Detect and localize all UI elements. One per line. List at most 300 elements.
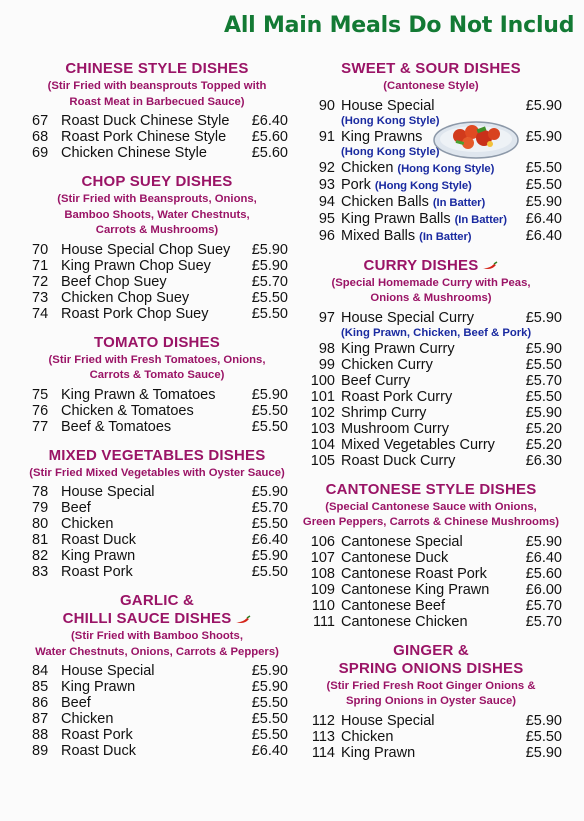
item-number: 91 <box>318 128 335 145</box>
item-name-text: Roast Duck Chinese Style <box>61 113 230 129</box>
item-number: 103 <box>310 420 335 437</box>
item-name <box>61 242 248 258</box>
menu-item <box>300 729 562 745</box>
item-name-text: King Prawn <box>341 744 416 761</box>
item-name <box>341 211 522 228</box>
menu-item <box>26 387 288 403</box>
menu-item <box>300 405 562 421</box>
item-name-text: House Special <box>61 484 155 500</box>
item-price: £6.40 <box>251 743 288 759</box>
section-description <box>300 276 562 307</box>
menu-item <box>26 727 288 743</box>
menu-item <box>300 421 562 437</box>
menu-item <box>300 357 562 373</box>
item-name-text: Cantonese Beef <box>341 597 445 614</box>
item-number: 85 <box>32 679 49 695</box>
item-note: (Hong Kong Style) <box>341 145 440 158</box>
menu-item <box>300 177 562 194</box>
item-note: (Hong Kong Style) <box>341 114 440 127</box>
menu-item <box>26 500 288 516</box>
item-number: 92 <box>318 159 335 176</box>
item-name <box>341 160 522 177</box>
item-price: £5.50 <box>525 159 562 176</box>
menu-item <box>26 129 288 145</box>
item-name-text: Chicken Curry <box>341 356 433 373</box>
menu-item <box>26 484 288 500</box>
menu-section <box>26 592 288 759</box>
chilli-pepper-icon <box>235 615 251 624</box>
description-line: Green Peppers, Carrots & Chinese Mushrooms) <box>302 516 560 528</box>
menu-item <box>26 145 288 161</box>
description-line: (Stir Fried Fresh Root Ginger Onions & <box>326 679 536 692</box>
item-price: £5.50 <box>525 176 562 193</box>
left-column <box>26 60 288 771</box>
item-price: £5.50 <box>251 695 288 711</box>
item-name-text: King Prawn Chop Suey <box>61 257 211 274</box>
item-number: 109 <box>310 581 335 598</box>
section-title-line2 <box>26 610 288 628</box>
menu-item <box>26 679 288 695</box>
section-title-line2 <box>300 660 562 678</box>
right-column <box>300 60 562 773</box>
item-name-text: Chicken <box>61 711 114 727</box>
item-number: 102 <box>310 404 335 421</box>
item-number: 78 <box>32 484 49 500</box>
item-number: 79 <box>32 500 49 516</box>
item-price: £5.50 <box>251 289 288 306</box>
menu-item <box>300 566 562 582</box>
item-name-text: Beef Chop Suey <box>61 273 167 290</box>
item-price: £5.90 <box>251 386 288 403</box>
item-name-text: King Prawn & Tomatoes <box>61 386 216 403</box>
menu-section <box>26 60 288 161</box>
item-name <box>341 228 522 245</box>
item-name <box>61 743 248 759</box>
item-name-text: Chicken <box>341 728 394 745</box>
description-line: (Stir Fried with Fresh Tomatoes, Onions, <box>48 353 266 366</box>
menu-item <box>300 453 562 469</box>
menu-section <box>300 642 562 761</box>
item-price: £6.40 <box>525 227 562 244</box>
item-name <box>341 405 522 421</box>
item-name <box>341 421 522 437</box>
item-number: 107 <box>310 549 335 566</box>
item-name-text: Cantonese Roast Pork <box>341 565 487 582</box>
section-description <box>26 192 288 239</box>
item-name <box>61 129 248 145</box>
item-name-text: Cantonese King Prawn <box>341 581 490 598</box>
item-name-text: Roast Pork <box>61 727 133 743</box>
item-number: 95 <box>318 210 335 227</box>
item-price: £5.90 <box>251 241 288 258</box>
menu-item <box>300 534 562 550</box>
item-name <box>61 679 248 695</box>
item-note: (King Prawn, Chicken, Beef & Pork) <box>341 326 532 339</box>
menu-item <box>26 548 288 564</box>
item-number: 108 <box>310 565 335 582</box>
item-number: 67 <box>32 113 49 129</box>
description-line: (Stir Fried with Beansprouts, Onions, <box>57 193 257 205</box>
item-price: £5.90 <box>525 744 562 761</box>
item-name <box>61 711 248 727</box>
item-price: £5.90 <box>525 404 562 421</box>
description-line: Onions & Mushrooms) <box>370 292 492 304</box>
menu-item <box>26 306 288 322</box>
item-number: 98 <box>318 340 335 357</box>
menu-item <box>300 341 562 357</box>
item-number: 94 <box>318 193 335 210</box>
item-name-text: Pork <box>341 176 371 193</box>
item-number: 113 <box>311 728 335 745</box>
item-price: £5.70 <box>251 273 288 290</box>
item-name <box>61 274 248 290</box>
menu-item <box>300 129 562 145</box>
item-number: 81 <box>32 532 49 548</box>
item-name <box>61 663 248 679</box>
item-name <box>341 598 522 614</box>
menu-item <box>300 310 562 326</box>
item-price: £5.50 <box>251 564 288 580</box>
section-description <box>26 353 288 384</box>
item-number: 105 <box>310 452 335 469</box>
item-name <box>341 550 522 566</box>
sweet-sour-dish-photo <box>432 112 520 162</box>
item-price: £5.50 <box>251 711 288 727</box>
item-name-text: Beef & Tomatoes <box>61 418 172 435</box>
item-name-text: Roast Duck <box>61 743 136 759</box>
section-description <box>300 679 562 710</box>
item-name-text: Chicken <box>341 159 394 176</box>
item-name-text: Mixed Balls <box>341 227 416 244</box>
section-title: GARLIC & <box>119 592 195 609</box>
item-name <box>341 194 522 211</box>
item-name <box>61 516 248 532</box>
item-price: £5.90 <box>525 128 562 145</box>
menu-item <box>26 743 288 759</box>
item-name-text: Chicken Chinese Style <box>61 145 207 161</box>
menu-section <box>300 60 562 245</box>
item-price: £5.90 <box>525 533 562 550</box>
menu-item <box>26 274 288 290</box>
item-name <box>341 310 522 326</box>
item-name-text: Beef Curry <box>341 372 411 389</box>
item-price: £5.50 <box>251 516 288 532</box>
item-number: 68 <box>32 129 49 145</box>
item-number: 69 <box>32 145 49 161</box>
item-price: £5.90 <box>525 309 562 326</box>
item-price: £5.50 <box>525 356 562 373</box>
description-line: Spring Onions in Oyster Sauce) <box>345 695 517 707</box>
item-number: 75 <box>32 386 49 403</box>
item-name-text: House Special Curry <box>341 309 474 326</box>
item-price: £5.50 <box>251 727 288 743</box>
item-note: (In Batter) <box>454 213 507 226</box>
item-price: £5.50 <box>525 388 562 405</box>
item-price: £5.60 <box>251 145 288 161</box>
item-name <box>61 290 248 306</box>
item-number: 97 <box>318 309 335 326</box>
item-price: £5.90 <box>525 712 562 729</box>
item-price: £5.90 <box>251 548 288 564</box>
section-title: CHOP SUEY DISHES <box>81 173 233 190</box>
description-line: (Stir Fried with Bamboo Shoots, <box>71 630 243 642</box>
item-name-text: Mixed Vegetables Curry <box>341 436 495 453</box>
item-price: £5.90 <box>251 679 288 695</box>
item-name-text: Roast Duck <box>61 532 136 548</box>
item-number: 73 <box>32 289 49 306</box>
item-price: £5.20 <box>525 420 562 437</box>
description-line: (Stir Fried with beansprouts Topped with <box>47 80 267 92</box>
item-price: £5.70 <box>251 500 288 516</box>
menu-section <box>26 334 288 435</box>
menu-item <box>26 663 288 679</box>
item-note: (Hong Kong Style) <box>397 162 495 175</box>
item-name-text: Cantonese Special <box>341 533 463 550</box>
item-price: £5.70 <box>525 372 562 389</box>
menu-item <box>26 695 288 711</box>
item-price: £6.40 <box>525 210 562 227</box>
section-title-text: CHILLI SAUCE DISHES <box>62 610 232 627</box>
item-number: 99 <box>318 356 335 373</box>
item-price: £6.40 <box>525 549 562 566</box>
item-number: 84 <box>32 663 49 679</box>
item-price: £5.60 <box>251 129 288 145</box>
menu-item <box>26 290 288 306</box>
menu-item <box>26 711 288 727</box>
item-number: 72 <box>32 273 49 290</box>
section-title: TOMATO DISHES <box>94 333 220 351</box>
menu-section <box>300 481 562 630</box>
menu-item <box>26 242 288 258</box>
menu-item <box>26 403 288 419</box>
section-title-text: SPRING ONIONS DISHES <box>338 659 524 677</box>
section-title: CURRY DISHES <box>300 257 562 275</box>
item-name <box>61 145 248 161</box>
item-name-text: Chicken Balls <box>341 193 429 210</box>
item-name <box>341 534 522 550</box>
item-name-text: King Prawn Curry <box>341 340 455 357</box>
item-price: £5.90 <box>251 484 288 500</box>
item-price: £5.50 <box>251 402 288 419</box>
section-title: GINGER & <box>393 641 469 659</box>
item-name <box>61 484 248 500</box>
item-name-text: Chicken & Tomatoes <box>61 402 194 419</box>
menu-item <box>26 113 288 129</box>
item-name-text: King Prawn <box>61 548 136 564</box>
item-name-text: House Special <box>341 712 435 729</box>
item-number: 70 <box>32 241 49 258</box>
item-price: £5.90 <box>525 340 562 357</box>
section-title: CHINESE STYLE DISHES <box>65 60 249 77</box>
section-title: CANTONESE STYLE DISHES <box>325 480 537 498</box>
section-title: MIXED VEGETABLES DISHES <box>48 446 266 464</box>
item-number: 101 <box>310 388 335 405</box>
item-name-text: Roast Pork Curry <box>341 388 453 405</box>
item-price: £5.90 <box>525 193 562 210</box>
item-number: 96 <box>318 227 335 244</box>
item-name <box>61 727 248 743</box>
item-number: 104 <box>310 436 335 453</box>
item-name <box>61 695 248 711</box>
item-name <box>61 500 248 516</box>
menu-item <box>300 582 562 598</box>
description-line: Carrots & Mushrooms) <box>95 224 219 236</box>
item-name <box>341 614 522 630</box>
item-price: £5.50 <box>525 728 562 745</box>
item-name <box>341 713 522 729</box>
section-description <box>300 500 562 531</box>
item-number: 93 <box>318 176 335 193</box>
item-name <box>341 453 522 469</box>
item-name-text: King Prawn Balls <box>341 210 451 227</box>
item-price: £5.90 <box>251 663 288 679</box>
item-number: 86 <box>32 695 49 711</box>
item-name <box>341 373 522 389</box>
item-name-text: House Special <box>61 663 155 679</box>
item-number: 83 <box>32 564 49 580</box>
item-name-text: Roast Duck Curry <box>341 452 456 469</box>
menu-item <box>300 437 562 453</box>
description-line: Carrots & Tomato Sauce) <box>89 369 225 381</box>
item-price: £5.70 <box>525 597 562 614</box>
menu-item <box>300 389 562 405</box>
item-number: 87 <box>32 711 49 727</box>
menu-item <box>26 258 288 274</box>
item-name-text: King Prawns <box>341 128 423 145</box>
item-name <box>61 548 248 564</box>
item-number: 100 <box>310 372 335 389</box>
item-number: 106 <box>310 533 335 550</box>
item-name <box>341 582 522 598</box>
section-description <box>26 466 288 482</box>
menu-item <box>26 564 288 580</box>
item-price: £6.40 <box>251 532 288 548</box>
item-name <box>341 177 522 194</box>
item-number: 114 <box>311 744 335 761</box>
item-number: 89 <box>32 743 49 759</box>
item-price: £5.20 <box>525 436 562 453</box>
item-note: (In Batter) <box>432 196 486 209</box>
item-name-text: Chicken <box>61 516 114 532</box>
item-name <box>61 387 248 403</box>
item-name-text: Cantonese Duck <box>341 549 449 566</box>
item-name-text: Cantonese Chicken <box>341 613 468 630</box>
item-name <box>341 357 522 373</box>
item-price: £5.60 <box>525 565 562 582</box>
menu-item <box>26 532 288 548</box>
item-number: 111 <box>312 613 335 630</box>
section-description <box>26 629 288 660</box>
menu-section <box>26 173 288 322</box>
item-number: 90 <box>318 97 335 114</box>
item-name <box>61 564 248 580</box>
item-name <box>61 306 248 322</box>
chilli-pepper-icon <box>482 261 498 270</box>
description-line: (Special Cantonese Sauce with Onions, <box>325 500 537 513</box>
menu-section <box>300 257 562 469</box>
item-number: 88 <box>32 727 49 743</box>
item-note: (Hong Kong Style) <box>374 179 472 192</box>
item-name <box>61 532 248 548</box>
item-note: (In Batter) <box>419 230 472 243</box>
section-description <box>26 79 288 110</box>
description-line: Water Chestnuts, Onions, Carrots & Peppers) <box>35 645 279 658</box>
item-price: £6.00 <box>525 581 562 598</box>
menu-item <box>300 228 562 245</box>
menu-item <box>26 419 288 435</box>
item-name <box>61 258 248 274</box>
menu-item <box>300 598 562 614</box>
item-price: £5.50 <box>251 418 288 435</box>
item-name <box>341 389 522 405</box>
menu-item <box>300 160 562 177</box>
item-price: £6.30 <box>525 452 562 469</box>
item-name-text: House Special Chop Suey <box>61 241 231 258</box>
menu-item <box>300 550 562 566</box>
item-name-text: Beef <box>61 695 91 711</box>
item-number: 110 <box>311 597 335 614</box>
menu-item <box>300 745 562 761</box>
item-name-text: King Prawn <box>61 679 136 695</box>
menu-item <box>300 373 562 389</box>
section-title: SWEET & SOUR DISHES <box>341 60 521 77</box>
item-name-text: Roast Pork <box>61 564 133 580</box>
header-banner: All Main Meals Do Not Includ <box>224 13 575 38</box>
item-number: 71 <box>32 257 49 274</box>
item-name <box>341 566 522 582</box>
item-name-text: House Special <box>341 97 435 114</box>
item-name <box>341 437 522 453</box>
item-price: £5.70 <box>525 613 562 630</box>
description-line: (Cantonese Style) <box>383 80 479 92</box>
item-name-text: Roast Pork Chinese Style <box>61 129 227 145</box>
item-price: £5.50 <box>251 305 288 322</box>
item-name <box>61 113 248 129</box>
menu-item <box>26 516 288 532</box>
item-name <box>61 419 248 435</box>
description-line: Bamboo Shoots, Water Chestnuts, <box>64 208 250 221</box>
menu-section <box>26 447 288 581</box>
menu-item <box>300 614 562 630</box>
item-name <box>341 729 522 745</box>
description-line: (Special Homemade Curry with Peas, <box>331 276 531 289</box>
item-name <box>341 341 522 357</box>
menu-item <box>300 194 562 211</box>
item-number: 112 <box>311 712 335 729</box>
item-name-text: Chicken Chop Suey <box>61 289 190 306</box>
item-name <box>341 745 522 761</box>
item-name-text: Shrimp Curry <box>341 404 427 421</box>
item-name-text: Mushroom Curry <box>341 420 449 437</box>
item-number: 82 <box>32 548 49 564</box>
menu-item <box>300 713 562 729</box>
description-line: Roast Meat in Barbecued Sauce) <box>69 95 245 108</box>
item-name-text: Roast Pork Chop Suey <box>61 305 209 322</box>
item-number: 74 <box>32 305 49 322</box>
menu-item <box>300 98 562 114</box>
item-number: 76 <box>32 402 49 419</box>
item-number: 77 <box>32 418 49 435</box>
item-price: £5.90 <box>525 97 562 114</box>
section-description <box>300 79 562 95</box>
item-price: £6.40 <box>251 113 288 129</box>
menu-item <box>300 211 562 228</box>
item-name-text: Beef <box>61 500 91 516</box>
item-name <box>61 403 248 419</box>
item-price: £5.90 <box>251 257 288 274</box>
description-line: (Stir Fried Mixed Vegetables with Oyster Sauce) <box>29 466 285 479</box>
item-number: 80 <box>32 516 49 532</box>
